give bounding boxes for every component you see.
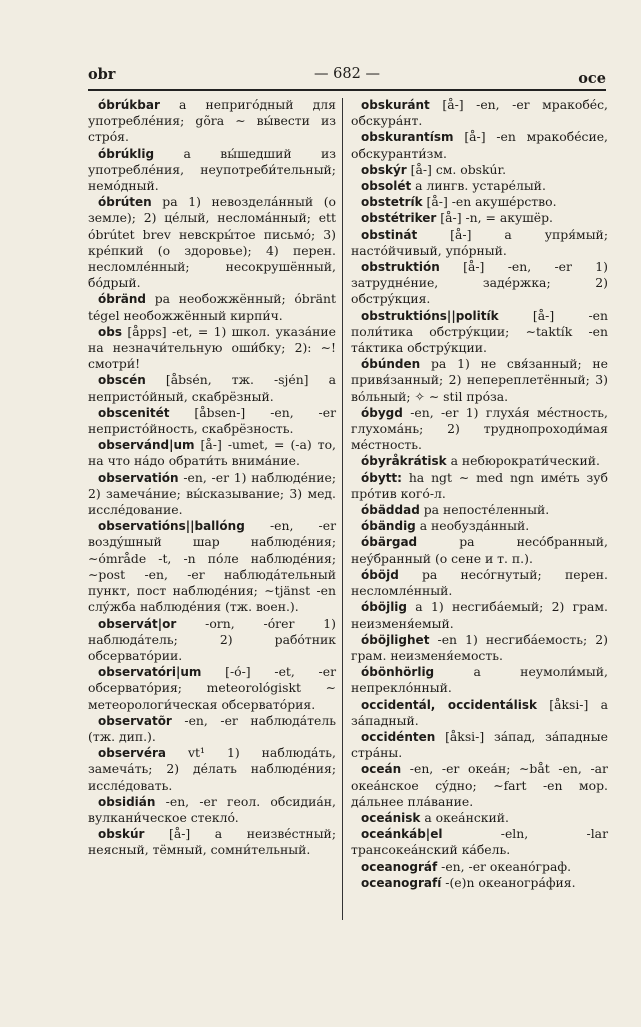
entry-headword: obstétriker xyxy=(361,211,437,226)
dictionary-entry xyxy=(351,761,608,810)
entry-definition: [å-] -en акушéрство. xyxy=(422,194,557,210)
dictionary-entry xyxy=(351,502,608,518)
dictionary-entry xyxy=(351,405,608,454)
dictionary-entry xyxy=(351,875,608,891)
entry-headword: óböjlig xyxy=(361,600,408,615)
dictionary-entry xyxy=(351,632,608,664)
entry-definition: a лингв. устарéлый. xyxy=(411,178,546,194)
entry-definition: -en, -er океáн; ∼båt -en, -ar океáнское сýдно; ∼fart -en мор. дáльнее плáвание. xyxy=(351,761,608,809)
dictionary-entry xyxy=(88,194,336,291)
header-first-word: obr xyxy=(88,66,116,83)
entry-headword: observéra xyxy=(98,746,167,761)
entry-headword: obsidián xyxy=(98,794,156,809)
dictionary-entry xyxy=(351,97,608,129)
entry-headword: óbygd xyxy=(361,405,403,420)
entry-definition: vt¹ 1) наблюдáть, замечáть; 2) дéлать наблюдéния; исслéдовать. xyxy=(88,745,336,793)
entry-headword: óbränd xyxy=(98,292,146,307)
entry-definition: a вы́шедший из употреблéния, неупотреби́тельный; немóдный. xyxy=(88,145,336,194)
dictionary-entry xyxy=(88,291,336,323)
entry-headword: obskuránt xyxy=(361,98,430,112)
entry-definition: [åbsen-] -en, -er непристóйность, скабрёзность. xyxy=(88,404,336,437)
entry-headword: óböjlighet xyxy=(361,632,430,647)
dictionary-entry xyxy=(88,518,336,615)
dictionary-entry xyxy=(88,405,336,437)
entry-headword: oceanografí xyxy=(361,875,442,890)
dictionary-entry xyxy=(88,664,336,713)
dictionary-entry xyxy=(351,129,608,161)
header-rule xyxy=(88,89,606,91)
entry-definition: pa 1) не свя́занный; не привя́занный; 2) непереплетённый; 3) вóльный; ✧ ∼ stil прóза. xyxy=(351,356,608,404)
right-column xyxy=(351,97,608,891)
header-last-word: oce xyxy=(578,70,606,87)
dictionary-entry xyxy=(351,859,608,875)
dictionary-entry xyxy=(351,227,608,259)
entry-headword: obstinát xyxy=(361,227,418,242)
dictionary-entry xyxy=(351,664,608,696)
dictionary-entry xyxy=(351,729,608,761)
entry-definition: -en, -er 1) наблюдéние; 2) замечáние; вы́сказывание; 3) мед. исслéдование. xyxy=(88,469,336,518)
entry-definition: [åksi-] a зáпадный. xyxy=(351,696,608,728)
entry-headword: óbrúklig xyxy=(98,146,155,161)
entry-headword: occidentál, occidentálisk xyxy=(361,697,537,712)
dictionary-entry xyxy=(88,372,336,404)
entry-headword: obskýr xyxy=(361,162,407,177)
entry-definition: [å-] -en поли́тика обстрýкции; ∼taktík -en тáктика обстрýкции. xyxy=(351,307,608,356)
dictionary-entry xyxy=(88,470,336,519)
entry-definition: a необуздáнный. xyxy=(415,518,530,534)
dictionary-entry xyxy=(351,470,608,502)
entry-headword: óbönhörlig xyxy=(361,665,435,680)
entry-definition: [å-] -en, -er 1) затруднéние, задéржка; 2) обстрýкция. xyxy=(351,259,608,307)
dictionary-entry xyxy=(351,518,608,534)
entry-headword: óbrúten xyxy=(98,195,152,210)
dictionary-entry xyxy=(88,616,336,665)
entry-headword: occidénten xyxy=(361,729,436,744)
entry-headword: óbärgad xyxy=(361,535,418,550)
entry-headword: oceán xyxy=(361,762,402,777)
dictionary-entry xyxy=(351,194,608,210)
entry-definition: -en, -er воздýшный шар наблюдéния; ∼ómråde -t, -n пóле наблюдéния; ∼post -en, -er наблюдáтельный пункт, пост наблюдéния; ∼tjänst -en слýжба наблюдéния (тж. воен.). xyxy=(88,518,336,615)
entry-definition: [å-] -en мракобéсие, обскуранти́зм. xyxy=(351,129,608,161)
entry-headword: obscenitét xyxy=(98,405,170,420)
entry-definition: pa непостéленный. xyxy=(419,502,550,518)
dictionary-entry xyxy=(351,697,608,729)
dictionary-entry xyxy=(351,162,608,178)
entry-definition: [å-] -umet, = (-a) то, на что нáдо обрати́ть внимáние. xyxy=(88,437,336,469)
entry-definition: [å-] a упря́мый; настóйчивый, упóрный. xyxy=(351,226,608,258)
entry-definition: a 1) несгибáемый; 2) грам. неизменя́емый. xyxy=(351,599,608,631)
dictionary-entry xyxy=(88,826,336,858)
dictionary-entry xyxy=(88,97,336,146)
dictionary-entry xyxy=(351,259,608,308)
dictionary-entry xyxy=(351,599,608,631)
entry-definition: pa необожжённый; óbränt tégel необожжённый кирпи́ч. xyxy=(88,291,336,323)
entry-definition: [åbsén, тж. -sjén] a непристóйный, скабрёзный. xyxy=(88,372,336,404)
dictionary-entry xyxy=(351,210,608,226)
entry-headword: obsolét xyxy=(361,179,412,194)
entry-headword: obscén xyxy=(98,373,146,388)
entry-headword: oceanográf xyxy=(361,859,438,874)
entry-definition: -en, -er геол. обсидиáн, вулкани́ческое стеклó. xyxy=(88,793,336,825)
dictionary-entry xyxy=(351,567,608,599)
page-number: — 682 — xyxy=(314,66,380,82)
dictionary-entry xyxy=(88,146,336,195)
entry-definition: [å-] -en, -er мракобéс, обскурáнт. xyxy=(351,97,608,129)
entry-definition: a неумоли́мый, непреклóнный. xyxy=(351,664,608,696)
entry-definition: -en, -er наблюдáтель (тж. дип.). xyxy=(88,712,336,744)
dictionary-entry xyxy=(351,826,608,858)
entry-definition: -orn, -órer 1) наблюдáтель; 2) рабóтник обсерватóрии. xyxy=(88,615,336,663)
entry-definition: [-ó-] -et, -er обсерватóрия; meteorológiskt ∼ метеорологи́ческая обсерватóрия. xyxy=(88,664,336,712)
dictionary-entry xyxy=(88,745,336,794)
entry-headword: óbúnden xyxy=(361,357,421,372)
entry-definition: [åksi-] зáпад, зáпадные стрáны. xyxy=(351,728,608,761)
dictionary-entry xyxy=(88,437,336,469)
entry-headword: obskurantísm xyxy=(361,130,454,145)
dictionary-entry xyxy=(351,178,608,194)
dictionary-entry xyxy=(351,308,608,357)
entry-definition: -eln, -lar трансокеáнский кáбель. xyxy=(351,826,608,858)
entry-definition: -en 1) несгибáемость; 2) грам. неизменя́емость. xyxy=(351,631,608,663)
column-divider xyxy=(342,98,343,920)
entry-definition: [å-] см. obskúr. xyxy=(406,161,507,177)
entry-headword: óböjd xyxy=(361,567,399,582)
entry-definition: a океáнский. xyxy=(420,809,509,825)
entry-headword: óbyråkrátisk xyxy=(361,454,447,469)
entry-headword: obstetrík xyxy=(361,195,423,210)
left-column xyxy=(88,97,336,859)
entry-definition: -en, -er 1) глухáя мéстность, глухомáнь; 2) труднопроходи́мая мéстность. xyxy=(351,404,608,453)
entry-definition: pa несóбранный, неýбранный (о сене и т. п.). xyxy=(351,534,608,566)
entry-definition: a непригóдный для употреблéния; gõra ∼ вы́вести из стрóя. xyxy=(88,97,336,145)
entry-headword: observatións||ballóng xyxy=(98,519,245,534)
entry-headword: obstruktións||politík xyxy=(361,308,499,323)
entry-headword: oceánisk xyxy=(361,810,421,825)
dictionary-entry xyxy=(88,794,336,826)
entry-headword: observatõr xyxy=(98,713,172,728)
entry-definition: ha ngt ∼ med ngn имéть зуб прóтив когó-л. xyxy=(351,469,608,501)
entry-headword: observatóri|um xyxy=(98,665,202,680)
entry-headword: óbytt: xyxy=(361,470,402,485)
entry-headword: oceánkáb|el xyxy=(361,827,443,842)
entry-headword: observatión xyxy=(98,470,179,485)
dictionary-entry xyxy=(88,324,336,373)
entry-definition: [å-] a неизвéстный; неясный, тёмный, сомни́тельный. xyxy=(88,826,336,858)
dictionary-entry xyxy=(351,356,608,405)
entry-headword: óbrúkbar xyxy=(98,98,160,112)
entry-headword: obskúr xyxy=(98,827,145,842)
entry-headword: óbäddad xyxy=(361,503,420,518)
dictionary-entry xyxy=(351,810,608,826)
entry-headword: obstruktión xyxy=(361,260,440,275)
entry-definition: a небюрократи́ческий. xyxy=(446,453,600,469)
entry-definition: -en, -er океанóграф. xyxy=(437,858,572,874)
entry-headword: observát|or xyxy=(98,616,177,631)
dictionary-entry xyxy=(88,713,336,745)
entry-definition: -(e)n океаногрáфия. xyxy=(441,874,576,890)
entry-definition: pa несóгнутый; перен. несломлéнный. xyxy=(351,566,608,599)
dictionary-entry xyxy=(351,534,608,566)
entry-definition: [å-] -n, = акушёр. xyxy=(436,210,553,226)
dictionary-entry xyxy=(351,453,608,469)
entry-definition: pa 1) невозделáнный (о земле); 2) цéлый, несломáнный; ett óbrútet brev невскры́тое письмó; 3) крéпкий (о здоровье); 4) перен. несломлéнный; несокрушённый, бóдрый. xyxy=(88,194,336,291)
entry-headword: obs xyxy=(98,324,122,339)
entry-headword: observánd|um xyxy=(98,438,195,453)
page-header xyxy=(88,66,606,88)
entry-definition: [åpps] -et, = 1) школ. указáние на незначи́тельную оши́бку; 2): ∼! смотри́! xyxy=(88,323,336,372)
entry-headword: óbändig xyxy=(361,519,416,534)
